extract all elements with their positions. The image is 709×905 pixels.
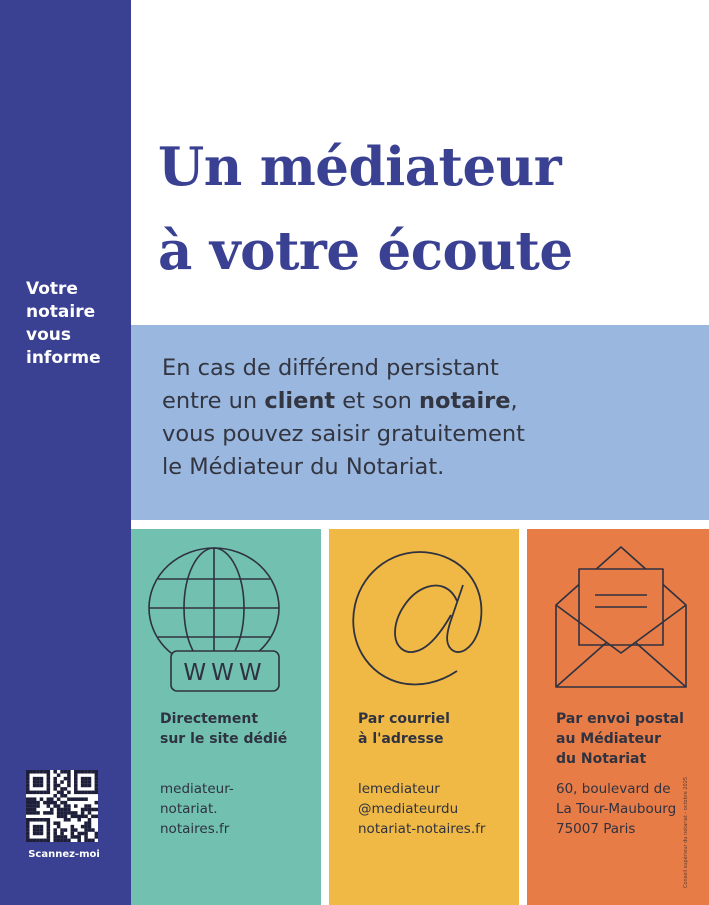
card-heading-line: sur le site dédié bbox=[160, 731, 288, 747]
card-heading-line: Directement bbox=[160, 711, 259, 727]
card-postal bbox=[527, 529, 709, 905]
card-body-line[interactable]: lemediateur bbox=[358, 781, 440, 797]
intro-line: le Médiateur du Notariat. bbox=[162, 454, 445, 480]
intro-fragment: entre un bbox=[162, 388, 265, 414]
intro-line bbox=[162, 385, 525, 418]
title-line: Un médiateur bbox=[158, 136, 562, 198]
intro-bold-client: client bbox=[264, 388, 336, 414]
title-line: à votre écoute bbox=[158, 220, 573, 282]
intro-fragment: , bbox=[510, 388, 518, 414]
credit-text: Conseil supérieur du notariat - octobre 2025 bbox=[683, 776, 689, 888]
intro-line: En cas de différend persistant bbox=[162, 355, 499, 381]
globe-www-icon bbox=[131, 529, 321, 704]
card-body-line: 75007 Paris bbox=[556, 821, 636, 837]
page-title bbox=[158, 125, 573, 293]
card-email[interactable] bbox=[329, 529, 519, 905]
envelope-letter-icon bbox=[527, 529, 709, 704]
sidebar-label-line: vous bbox=[26, 325, 71, 345]
card-heading bbox=[358, 709, 450, 749]
qr-caption: Scannez-moi bbox=[28, 849, 100, 860]
card-heading-line: à l'adresse bbox=[358, 731, 444, 747]
www-text: WWW bbox=[183, 660, 267, 686]
credit-line bbox=[683, 776, 693, 890]
card-heading-line: Par envoi postal bbox=[556, 711, 684, 727]
card-body[interactable] bbox=[160, 779, 234, 839]
sidebar-label-line: informe bbox=[26, 348, 101, 368]
card-body-line[interactable]: notariat. bbox=[160, 801, 218, 817]
sidebar bbox=[0, 0, 131, 905]
sidebar-label-line: notaire bbox=[26, 302, 96, 322]
sidebar-label bbox=[26, 278, 126, 370]
intro-line: vous pouvez saisir gratuitement bbox=[162, 421, 525, 447]
qr-code-icon[interactable] bbox=[26, 770, 98, 842]
card-heading-line: du Notariat bbox=[556, 751, 647, 767]
intro-fragment: et son bbox=[335, 388, 420, 414]
card-website[interactable] bbox=[131, 529, 321, 905]
card-body-line[interactable]: notariat-notaires.fr bbox=[358, 821, 486, 837]
card-heading-line: au Médiateur bbox=[556, 731, 662, 747]
card-body[interactable] bbox=[358, 779, 485, 839]
card-body-line[interactable]: notaires.fr bbox=[160, 821, 230, 837]
card-body-line[interactable]: @mediateurdu bbox=[358, 801, 459, 817]
card-body-line: La Tour-Maubourg bbox=[556, 801, 677, 817]
card-heading bbox=[556, 709, 684, 769]
card-heading-line: Par courriel bbox=[358, 711, 450, 727]
intro-text bbox=[162, 352, 525, 484]
at-sign-icon bbox=[329, 529, 519, 704]
sidebar-label-line: Votre bbox=[26, 279, 78, 299]
card-body-line: 60, boulevard de bbox=[556, 781, 671, 797]
card-body-line[interactable]: mediateur- bbox=[160, 781, 234, 797]
card-body bbox=[556, 779, 676, 839]
intro-bold-notaire: notaire bbox=[419, 388, 511, 414]
card-heading bbox=[160, 709, 287, 749]
